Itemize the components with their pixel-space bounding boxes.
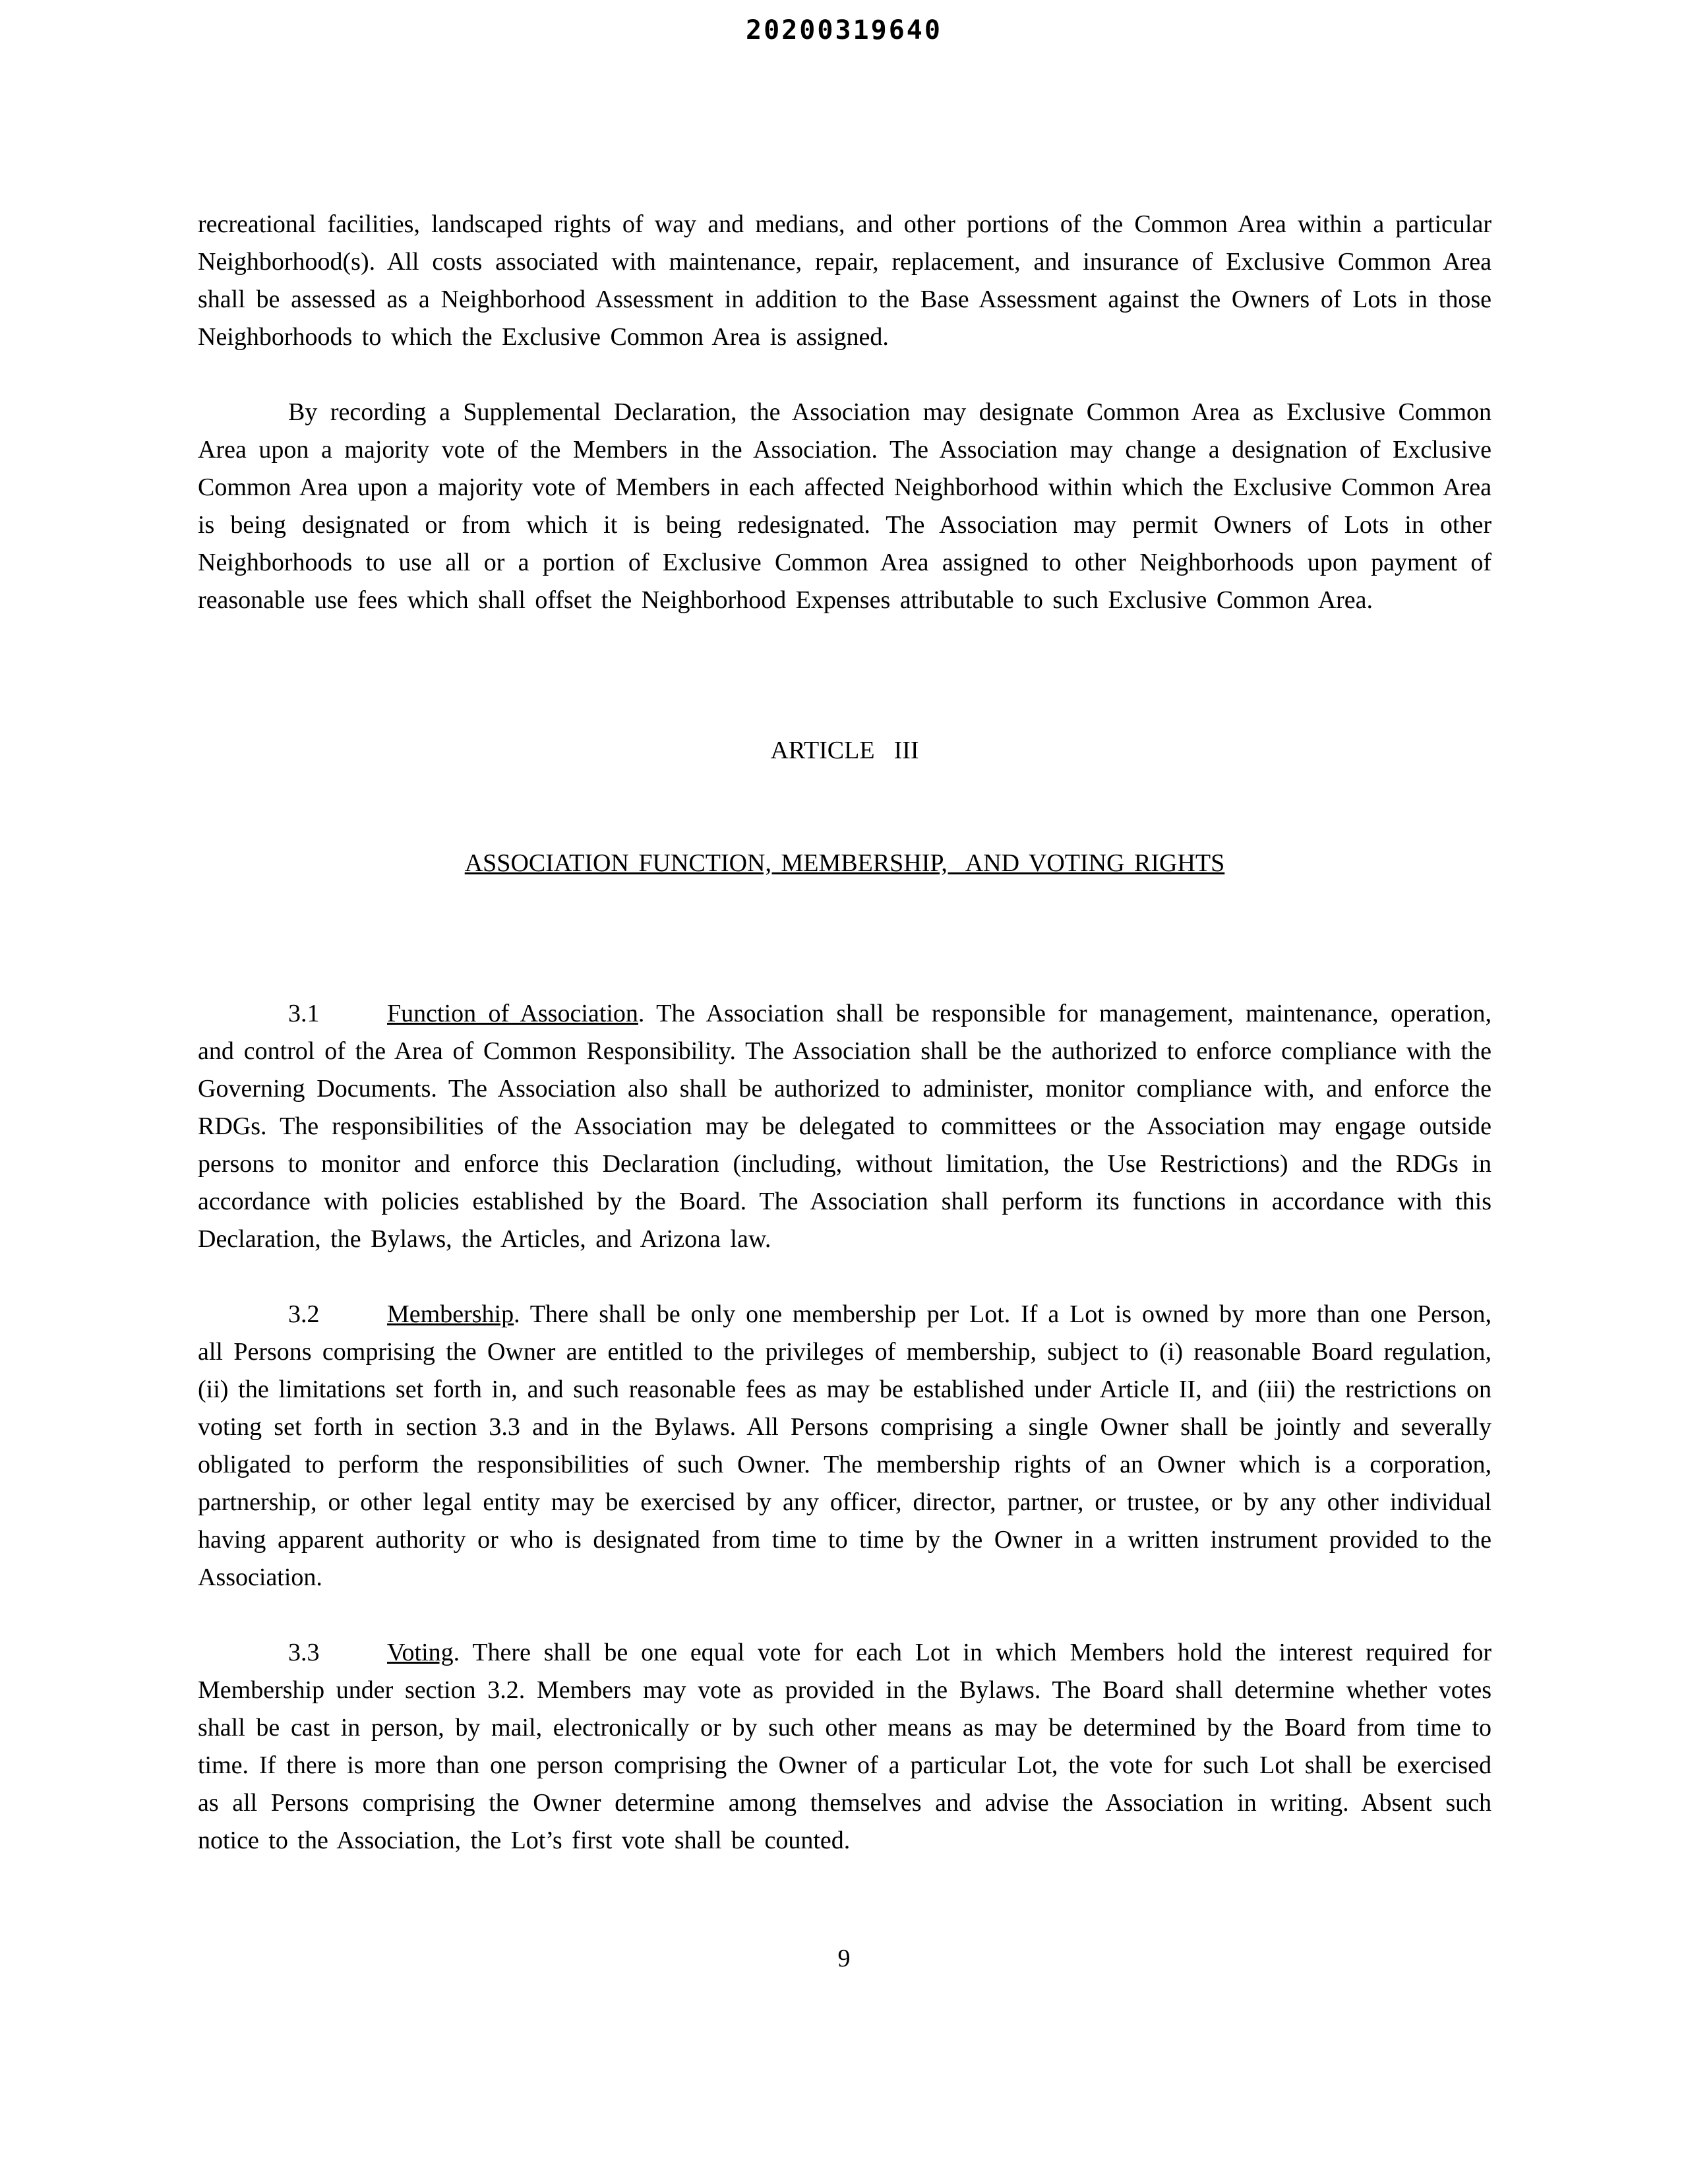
section-title: Membership <box>387 1300 514 1328</box>
section-number: 3.2 <box>288 1300 320 1328</box>
section-body: The Association shall be responsible for management, maintenance, operation, and control of the Area of Common Responsibility. The Association shall be the authorized to enforce compliance with the Governing Documents. The Association also shall be authorized to administer, monitor compliance with, and enforce the RDGs. The responsibilities of the Association may be delegated to committees or the Association may engage outside persons to monitor and enforce this Declaration (including, without limitation, the Use Restrictions) and the RDGs in accordance with policies established by the Board. The Association shall perform its functions in accordance with this Declaration, the Bylaws, the Articles, and Arizona law. <box>198 1000 1492 1253</box>
section-title-suffix: . <box>453 1639 460 1666</box>
section-body: There shall be one equal vote for each Lot in which Members hold the interest required for Membership under section 3.2. Members may vote as provided in the Bylaws. The Board shall determine whether votes shall be cast in person, by mail, electronically or by such other means as may be determined by the Board from time to time. If there is more than one person comprising the Owner of a particular Lot, the vote for such Lot shall be exercised as all Persons comprising the Owner determine among themselves and advise the Association in writing. Absent such notice to the Association, the Lot’s first vote shall be counted. <box>198 1639 1492 1854</box>
section-title: Voting <box>387 1639 454 1666</box>
article-heading <box>198 657 1492 957</box>
article-title: ASSOCIATION FUNCTION, MEMBERSHIP, AND VOTING RIGHTS <box>464 849 1225 877</box>
section-3-2 <box>198 1296 1492 1596</box>
section-3-1 <box>198 995 1492 1258</box>
paragraph-common-area-continuation: recreational facilities, landscaped rights of way and medians, and other portions of the Common Area within a particular Neighborhood(s). All costs associated with maintenance, repair, replacement, and insurance of Exclusive Common Area shall be assessed as a Neighborhood Assessment in addition to the Base Assessment against the Owners of Lots in those Neighborhoods to which the Exclusive Common Area is assigned. <box>198 210 1492 351</box>
section-number: 3.1 <box>288 1000 320 1027</box>
section-title-suffix: . <box>638 1000 645 1027</box>
page-number: 9 <box>837 1945 851 1972</box>
section-3-3 <box>198 1634 1492 1860</box>
section-title-suffix: . <box>514 1300 520 1328</box>
paragraph-supplemental-declaration: By recording a Supplemental Declaration, the Association may designate Common Area as Exclusive Common Area upon a majority vote of the Members in the Association. The Association may change a designation of Exclusive Common Area upon a majority vote of Members in each affected Neighborhood within which the Exclusive Common Area is being designated or from which it is being redesignated. The Association may permit Owners of Lots in other Neighborhoods to use all or a portion of Exclusive Common Area assigned to other Neighborhoods upon payment of reasonable use fees which shall offset the Neighborhood Expenses attributable to such Exclusive Common Area. <box>198 398 1492 614</box>
section-body: There shall be only one membership per Lot. If a Lot is owned by more than one Person, all Persons comprising the Owner are entitled to the privileges of membership, subject to (i) reasonable Board regulation, (ii) the limitations set forth in, and such reasonable fees as may be established under Article II, and (iii) the restrictions on voting set forth in section 3.3 and in the Bylaws. All Persons comprising a single Owner shall be jointly and severally obligated to perform the responsibilities of such Owner. The membership rights of an Owner which is a corporation, partnership, or other legal entity may be exercised by any officer, director, partner, or trustee, or by any other individual having apparent authority or who is designated from time to time by the Owner in a written instrument provided to the Association. <box>198 1300 1492 1591</box>
section-title: Function of Association <box>387 1000 638 1027</box>
article-number: ARTICLE III <box>770 737 919 764</box>
document-content <box>198 206 1492 1897</box>
recording-number: 20200319640 <box>746 15 942 46</box>
section-number: 3.3 <box>288 1639 320 1666</box>
